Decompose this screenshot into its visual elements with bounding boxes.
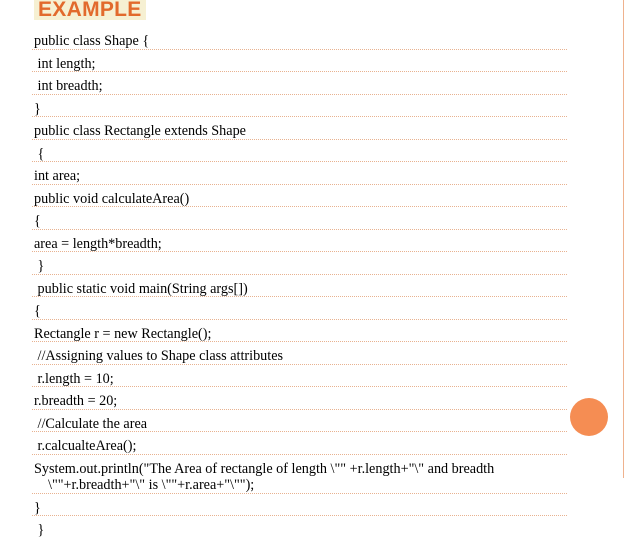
code-line: r.calcualteArea(); [32,438,567,455]
slide-border-line [623,0,624,478]
code-line: int length; [32,56,567,73]
code-line: public void calculateArea() [32,191,567,208]
code-line: { [32,303,567,320]
code-line: public class Rectangle extends Shape [32,123,567,140]
code-line: } [32,258,567,275]
code-line: r.breadth = 20; [32,393,567,410]
code-line: public class Shape { [32,33,567,50]
decorative-circle [570,398,608,436]
code-line: } [32,500,567,517]
code-line: } [32,101,567,118]
code-line: r.length = 10; [32,371,567,388]
code-line: { [32,146,567,163]
code-line: int breadth; [32,78,567,95]
code-line-continuation: \""+r.breadth+"\" is \""+r.area+"\""); [48,476,255,493]
code-line: System.out.println("The Area of rectangle of length \"" +r.length+"\" and breadth [34,460,495,477]
code-line: area = length*breadth; [32,236,567,253]
code-line: Rectangle r = new Rectangle(); [32,326,567,343]
code-line: } [34,522,45,538]
slide-title: EXAMPLE [38,0,142,21]
code-line: { [32,213,567,230]
title-banner [34,0,146,20]
code-line-wrapped [32,461,567,494]
code-line: //Calculate the area [32,416,567,433]
code-line: int area; [32,168,567,185]
code-listing [32,33,567,538]
code-line: public static void main(String args[]) [32,281,567,298]
code-line: //Assigning values to Shape class attributes [32,348,567,365]
